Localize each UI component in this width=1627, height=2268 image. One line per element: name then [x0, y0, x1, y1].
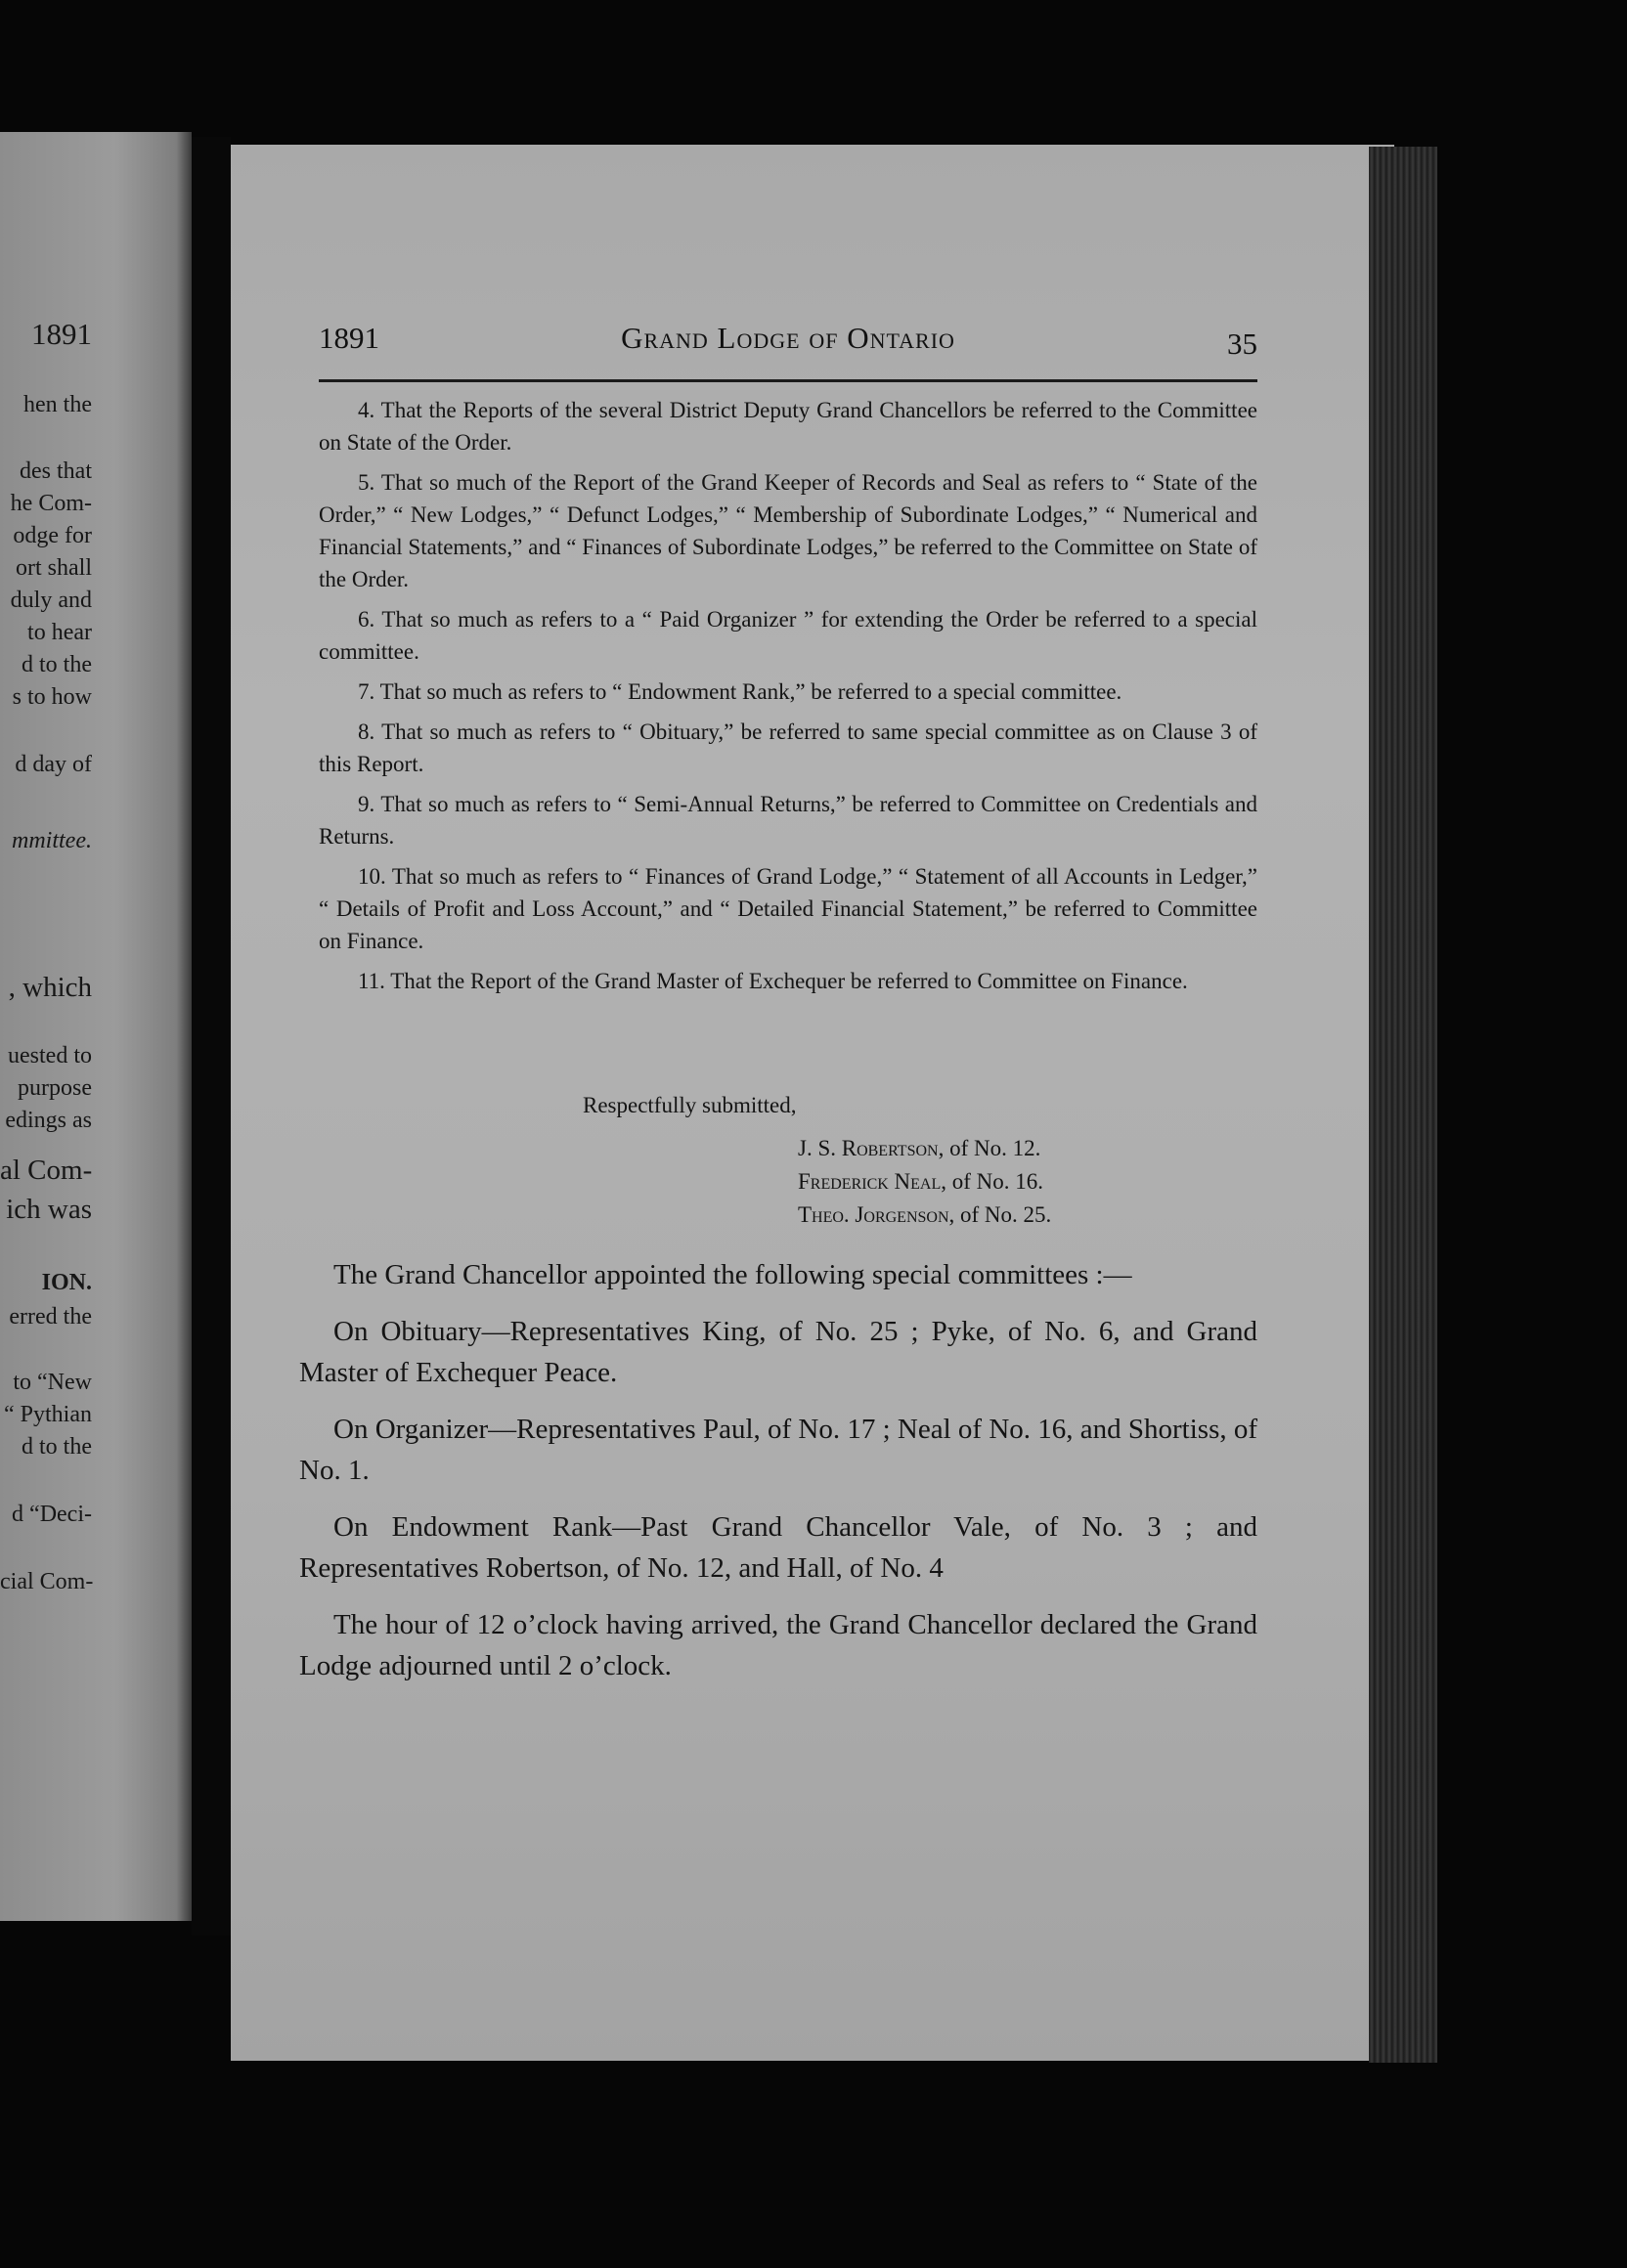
left-page-line: ION.	[41, 1270, 92, 1295]
signer-name: Frederick Neal	[798, 1169, 942, 1194]
left-page-line: ich was	[6, 1194, 92, 1225]
paragraph-obituary: On Obituary—Representatives King, of No. 25 ; Pyke, of No. 6, and Grand Master of Exchequer Peace.	[299, 1316, 1257, 1388]
left-page-line: to “New	[13, 1370, 92, 1395]
clause-10: 10. That so much as refers to “ Finances of Grand Lodge,” “ Statement of all Accounts in Ledger,” “ Details of Profit and Loss Account,” and “ Detailed Financial Statement,” be referred to Committee on Finance.	[319, 864, 1257, 953]
left-page-line: purpose	[18, 1075, 92, 1101]
header-title: Grand Lodge of Ontario	[621, 321, 955, 355]
left-page-line: “ Pythian	[4, 1402, 92, 1427]
page-edge	[1369, 147, 1437, 2063]
signer-name: Theo. Jorgenson	[798, 1202, 949, 1227]
left-page-year: 1891	[31, 317, 92, 351]
left-page-line: edings as	[5, 1108, 92, 1133]
left-page-line: duly and	[10, 588, 92, 613]
paragraph-organizer: On Organizer—Representatives Paul, of No. 17 ; Neal of No. 16, and Shortiss, of No. 1.	[299, 1414, 1258, 1486]
left-page-line: s to how	[12, 684, 92, 710]
clause-6: 6. That so much as refers to a “ Paid Organizer ” for extending the Order be referred to a special committee.	[319, 607, 1257, 664]
left-page-line: odge for	[13, 523, 92, 548]
left-page-line: d day of	[15, 752, 92, 777]
signer-name: J. S. Robertson	[798, 1136, 939, 1160]
clause-4: 4. That the Reports of the several District Deputy Grand Chancellors be referred to the Committee on State of the Order.	[319, 398, 1257, 455]
clause-11: 11. That the Report of the Grand Master of Exchequer be referred to Committee on Finance.	[358, 969, 1188, 993]
right-page	[231, 145, 1394, 2061]
left-page-line: , which	[8, 972, 92, 1003]
left-page-line: erred the	[9, 1304, 92, 1330]
left-page-line: d “Deci-	[12, 1502, 92, 1527]
left-page-line: des that	[20, 458, 92, 484]
signer	[798, 1199, 1051, 1232]
left-page-line: ort shall	[16, 555, 92, 581]
running-header	[319, 321, 1257, 360]
left-page-line: d to the	[22, 1434, 92, 1460]
paragraph-special-committees: The Grand Chancellor appointed the following special committees :—	[333, 1259, 1132, 1290]
left-page-line: hen the	[23, 392, 92, 417]
book-gutter	[192, 137, 231, 1936]
closing-line: Respectfully submitted,	[583, 1093, 797, 1117]
page-number: 35	[1227, 327, 1257, 361]
left-page-line: d to the	[22, 652, 92, 677]
committee-paragraphs	[299, 1254, 1257, 1702]
left-page-line: mmittee.	[12, 828, 92, 853]
clause-8: 8. That so much as refers to “ Obituary,” be referred to same special committee as on Clause 3 of this Report.	[319, 720, 1257, 776]
signer	[798, 1165, 1051, 1199]
header-year: 1891	[319, 321, 379, 355]
left-page-fragment	[0, 132, 192, 1921]
signer	[798, 1132, 1051, 1165]
clause-7: 7. That so much as refers to “ Endowment Rank,” be referred to a special committee.	[358, 679, 1122, 704]
signer-lodge: , of No. 12.	[938, 1136, 1041, 1160]
left-page-line: cial Com-	[0, 1569, 94, 1594]
clause-5: 5. That so much of the Report of the Grand Keeper of Records and Seal as refers to “ State of the Order,” “ New Lodges,” “ Defunct Lodges,” “ Membership of Subordinate Lodges,” “ Numerical and Financial Statements,” and “ Finances of Subordinate Lodges,” be referred to the Committee on State of the Order.	[319, 470, 1257, 591]
left-page-line: he Com-	[10, 491, 92, 516]
signature-block	[798, 1132, 1051, 1232]
left-page-line: to hear	[27, 620, 92, 645]
paragraph-adjournment: The hour of 12 o’clock having arrived, the Grand Chancellor declared the Grand Lodge adjourned until 2 o’clock.	[299, 1609, 1257, 1681]
header-rule	[319, 379, 1257, 382]
paragraph-endowment-rank: On Endowment Rank—Past Grand Chancellor Vale, of No. 3 ; and Representatives Robertson, of No. 12, and Hall, of No. 4	[299, 1511, 1257, 1584]
left-page-line: uested to	[8, 1043, 92, 1069]
report-clauses	[319, 394, 1257, 1005]
clause-9: 9. That so much as refers to “ Semi-Annual Returns,” be referred to Committee on Credentials and Returns.	[319, 792, 1257, 849]
signer-lodge: , of No. 25.	[948, 1202, 1052, 1227]
signer-lodge: , of No. 16.	[941, 1169, 1044, 1194]
left-page-line: al Com-	[0, 1155, 93, 1186]
